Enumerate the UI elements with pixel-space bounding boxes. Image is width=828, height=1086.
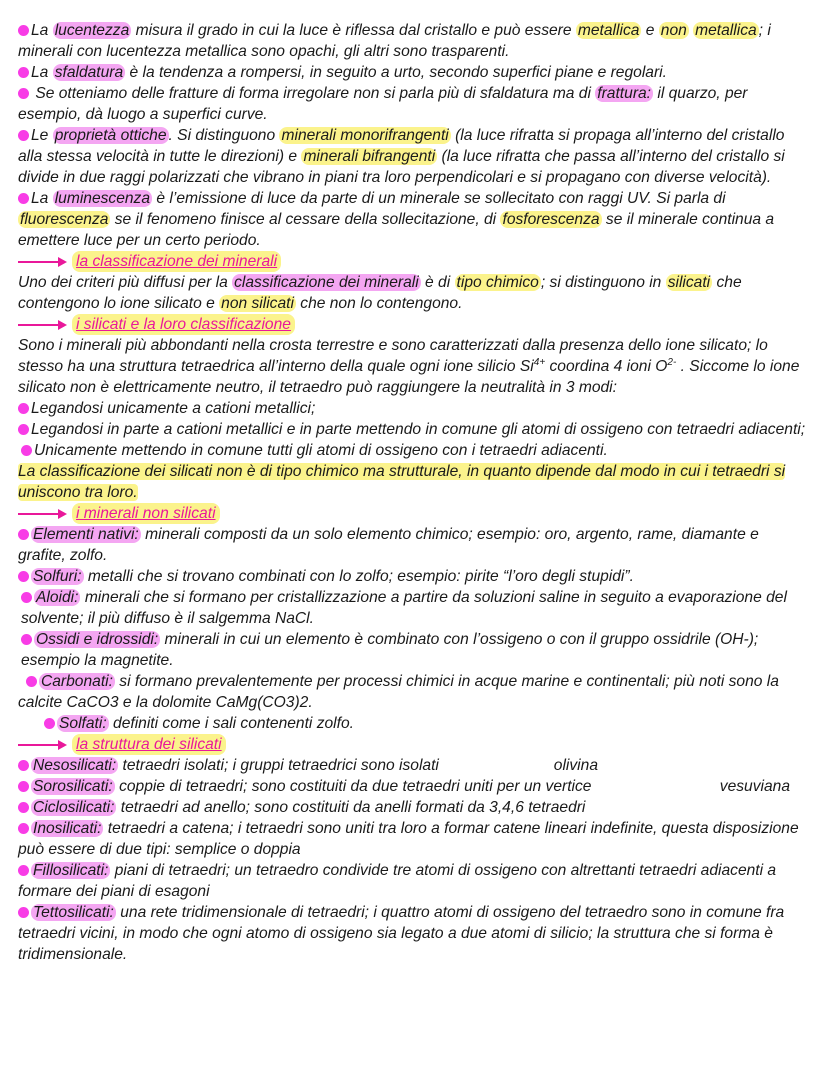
bullet-dot [18, 130, 29, 141]
list-item: Elementi nativi: minerali composti da un solo elemento chimico; esempio: oro, argento, rame, diamante e grafite, zolfo. [18, 526, 759, 564]
paragraph-criteri: Uno dei criteri più diffusi per la classificazione dei minerali è di tipo chimico ; si distinguono in silicati che contengono lo ione silicato e non silicati che non lo contengono. [18, 274, 742, 312]
bullet-dot [18, 403, 29, 414]
highlight-term: lucentezza [54, 22, 130, 39]
list-item: Solfati: definiti come i sali contenenti zolfo. [18, 713, 808, 734]
list-term: Tettosilicati: [33, 904, 114, 921]
bullet-dot [18, 67, 29, 78]
list-item: Ciclosilicati: tetraedri ad anello; sono costituiti da anelli formati da 3,4,6 tetraedri [18, 797, 808, 818]
list-term: Fillosilicati: [33, 862, 109, 879]
bullet-dot [18, 529, 29, 540]
section-heading-classificazione [18, 251, 808, 272]
highlight-term: metallica [695, 22, 757, 39]
list-item: Unicamente mettendo in comune tutti gli atomi di ossigeno con i tetraedri adiacenti. [18, 440, 808, 461]
arrow-right-icon [18, 739, 68, 751]
arrow-right-icon [18, 256, 68, 268]
bullet-dot [18, 424, 29, 435]
highlight-sentence: La classificazione dei silicati non è di tipo chimico ma strutturale, in quanto dipende dal modo in cui i tetraedri si uniscono tra loro. [18, 463, 786, 501]
highlight-term: minerali bifrangenti [303, 148, 436, 165]
list-item: Nesosilicati: tetraedri isolati; i gruppi tetraedrici sono isolati olivina [18, 755, 808, 776]
highlight-term: proprietà ottiche [54, 127, 167, 144]
example-mineral: vesuviana [719, 778, 790, 795]
bullet-dot [44, 718, 55, 729]
bullet-dot [18, 760, 29, 771]
list-item: Inosilicati: tetraedri a catena; i tetraedri sono uniti tra loro a formar catene lineari indefinite, questa disposizione può essere di due tipi: semplice o doppia [18, 820, 799, 858]
list-item: Aloidi: minerali che si formano per cristallizzazione a partire da soluzioni saline in seguito a evaporazione del solvente; il più diffuso è il salgemma NaCl. [21, 589, 787, 627]
list-term: Solfuri: [33, 568, 82, 585]
paragraph-sfaldatura: La sfaldatura è la tendenza a rompersi, in seguito a urto, secondo superfici piane e regolari. [18, 62, 808, 83]
section-heading-struttura [18, 734, 808, 755]
list-item: Legandosi in parte a cationi metallici e in parte mettendo in comune gli atomi di ossigeno con tetraedri adiacenti; [18, 419, 808, 440]
highlight-term: non [660, 22, 687, 39]
highlight-term: metallica [577, 22, 640, 39]
example-mineral: olivina [553, 757, 598, 774]
list-term: Carbonati: [41, 673, 113, 690]
list-item: Sorosilicati: coppie di tetraedri; sono costituiti da due tetraedri uniti per un vertice vesuviana [18, 776, 808, 797]
paragraph-classificazione-silicati [18, 461, 808, 503]
bullet-dot [26, 676, 37, 687]
highlight-term: fosforescenza [502, 211, 600, 228]
list-term: Sorosilicati: [33, 778, 113, 795]
arrow-right-icon [18, 508, 68, 520]
list-term: Nesosilicati: [33, 757, 117, 774]
bullet-dot [18, 865, 29, 876]
list-term: Solfati: [59, 715, 107, 732]
highlight-term: frattura: [597, 85, 652, 102]
list-item: Ossidi e idrossidi: minerali in cui un elemento è combinato con l’ossigeno o con il gruppo ossidrile (OH-); esempio la magnetite. [21, 631, 759, 669]
highlight-term: silicati [667, 274, 711, 291]
bullet-dot [18, 88, 29, 99]
list-term: Elementi nativi: [33, 526, 139, 543]
list-item: Carbonati: si formano prevalentemente per processi chimici in acque marine e continentali; più noti sono la calcite CaCO3 e la dolomite CaMg(CO3)2. [18, 673, 779, 711]
paragraph-luminescenza: La luminescenza è l’emissione di luce da parte di un minerale se sollecitato con raggi UV. Si parla di fluorescenza se il fenomeno finisce al cessare della sollecitazione, di fosforescenza se il minerale continua a emettere luce per un certo periodo. [18, 190, 775, 249]
paragraph-silicati: Sono i minerali più abbondanti nella crosta terrestre e sono caratterizzati dalla presenza dello ione silicato; lo stesso ha una struttura tetraedrica all’interno della quale ogni ione silicio $Si^{4+}$ coordina 4 ioni $O^{2-}$ . Siccome lo ione silicato non è elettricamente neutro, il tetraedro può raggiungere la neutralità in 3 modi: [18, 337, 800, 396]
list-item: Solfuri: metalli che si trovano combinati con lo zolfo; esempio: pirite “l’oro degli stupidi”. [18, 566, 808, 587]
bullet-dot [18, 193, 29, 204]
highlight-term: sfaldatura [54, 64, 124, 81]
section-title: i silicati e la loro classificazione [72, 314, 295, 335]
list-term: Ossidi e idrossidi: [36, 631, 159, 648]
arrow-right-icon [18, 319, 68, 331]
list-term: Ciclosilicati: [33, 799, 115, 816]
paragraph-proprieta-ottiche: Le proprietà ottiche . Si distinguono minerali monorifrangenti (la luce rifratta si propaga all’interno del cristallo alla stessa velocità in tutte le direzioni) e minerali bifrangenti (la luce rifratta che passa all’interno del cristallo si divide in due raggi polarizzati che vibrano in piani tra loro perpendicolari e si propagano con diverse velocità). [18, 127, 785, 186]
bullet-dot [18, 802, 29, 813]
bullet-dot [21, 592, 32, 603]
list-item: Legandosi unicamente a cationi metallici; [18, 398, 808, 419]
paragraph-lucentezza: La lucentezza misura il grado in cui la luce è riflessa dal cristallo e può essere metallica e non metallica ; i minerali con lucentezza metallica sono opachi, gli altri sono trasparenti. [18, 22, 771, 60]
bullet-dot [18, 823, 29, 834]
section-title: la struttura dei silicati [72, 734, 226, 755]
bullet-dot [18, 571, 29, 582]
section-heading-non-silicati [18, 503, 808, 524]
highlight-term: classificazione dei minerali [234, 274, 419, 291]
highlight-term: luminescenza [54, 190, 151, 207]
paragraph-frattura: Se otteniamo delle fratture di forma irregolare non si parla più di sfaldatura ma di frattura: il quarzo, per esempio, dà luogo a superfici curve. [18, 85, 748, 123]
list-item: Fillosilicati: piani di tetraedri; un tetraedro condivide tre atomi di ossigeno con altrettanti tetraedri adiacenti a formare dei piani di esagoni [18, 862, 777, 900]
section-title: i minerali non silicati [72, 503, 220, 524]
section-title: la classificazione dei minerali [72, 251, 281, 272]
highlight-term: tipo chimico [456, 274, 539, 291]
list-term: Inosilicati: [33, 820, 102, 837]
highlight-term: fluorescenza [20, 211, 109, 228]
section-heading-silicati [18, 314, 808, 335]
bullet-dot [18, 781, 29, 792]
highlight-term: non silicati [221, 295, 294, 312]
highlight-term: minerali monorifrangenti [281, 127, 449, 144]
bullet-dot [18, 25, 29, 36]
bullet-dot [21, 445, 32, 456]
list-term: Aloidi: [36, 589, 79, 606]
list-item: Tettosilicati: una rete tridimensionale di tetraedri; i quattro atomi di ossigeno del tetraedro sono in comune fra tetraedri vicini, in modo che ogni atomo di ossigeno sia legato a due atomi di silicio; la struttura che si forma è tridimensionale. [18, 904, 785, 963]
bullet-dot [21, 634, 32, 645]
bullet-dot [18, 907, 29, 918]
